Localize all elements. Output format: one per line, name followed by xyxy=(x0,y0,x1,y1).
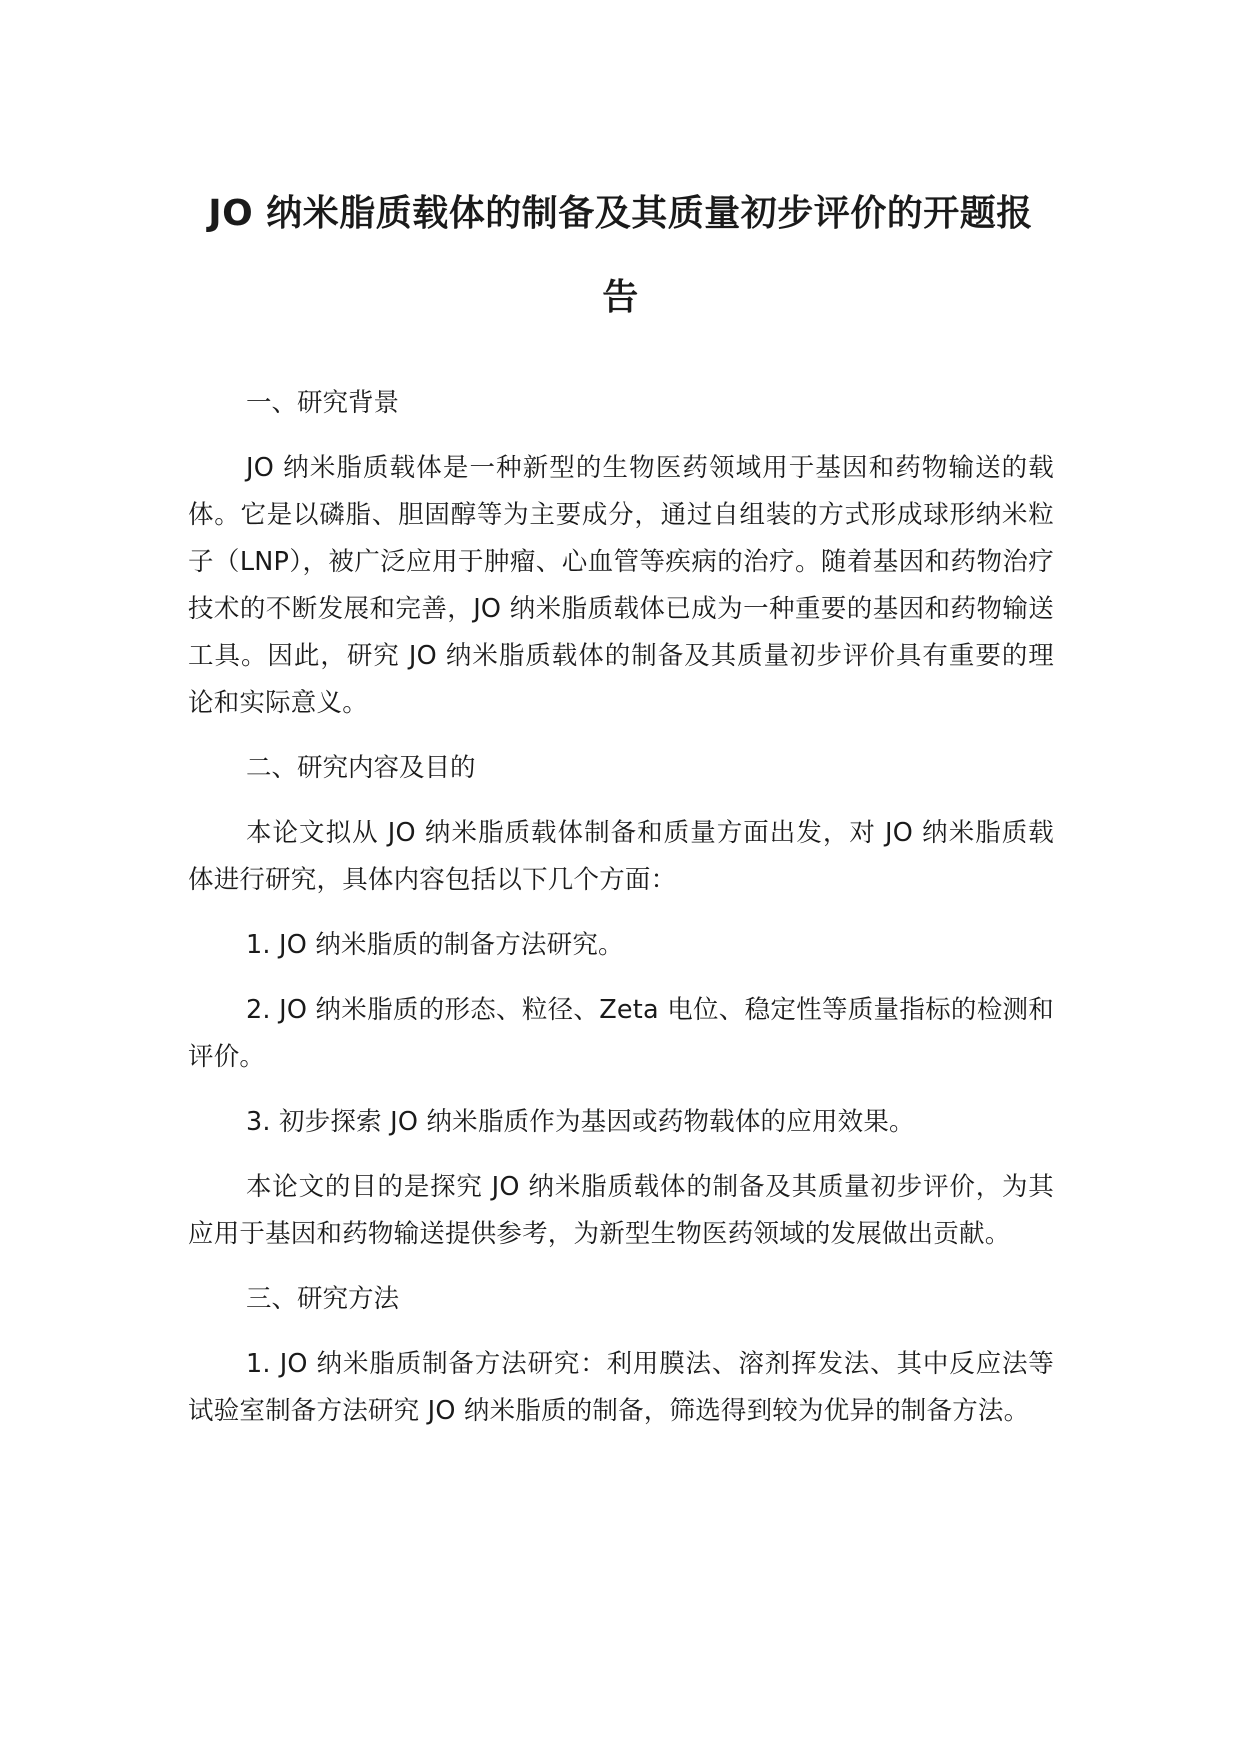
section-background xyxy=(188,380,1054,727)
list-item: 1. JO 纳米脂质的制备方法研究。 xyxy=(246,930,624,960)
section-heading: 一、研究背景 xyxy=(246,388,400,418)
document-body xyxy=(188,380,1054,1453)
list-item: 1. JO 纳米脂质制备方法研究：利用膜法、溶剂挥发法、其中反应法等试验室制备方法研究 JO 纳米脂质的制备，筛选得到较为优异的制备方法。 xyxy=(188,1349,1054,1426)
paragraph: JO 纳米脂质载体是一种新型的生物医药领域用于基因和药物输送的载体。它是以磷脂、胆固醇等为主要成分，通过自组装的方式形成球形纳米粒子（LNP），被广泛应用于肿瘤、心血管等疾病的治疗。随着基因和药物治疗技术的不断发展和完善，JO 纳米脂质载体已成为一种重要的基因和药物输送工具。因此，研究 JO 纳米脂质载体的制备及其质量初步评价具有重要的理论和实际意义。 xyxy=(188,453,1054,718)
document-title: JO 纳米脂质载体的制备及其质量初步评价的开题报告 xyxy=(208,193,1033,318)
paragraph: 本论文拟从 JO 纳米脂质载体制备和质量方面出发，对 JO 纳米脂质载体进行研究，具体内容包括以下几个方面： xyxy=(188,818,1054,895)
list-item: 2. JO 纳米脂质的形态、粒径、Zeta 电位、稳定性等质量指标的检测和评价。 xyxy=(188,995,1054,1072)
paragraph: 本论文的目的是探究 JO 纳米脂质载体的制备及其质量初步评价，为其应用于基因和药物输送提供参考，为新型生物医药领域的发展做出贡献。 xyxy=(188,1172,1054,1249)
section-heading: 二、研究内容及目的 xyxy=(246,753,476,783)
section-heading: 三、研究方法 xyxy=(246,1284,400,1314)
section-methods xyxy=(188,1276,1054,1435)
list-item: 3. 初步探索 JO 纳米脂质作为基因或药物载体的应用效果。 xyxy=(246,1107,915,1137)
section-content-and-purpose xyxy=(188,745,1054,1258)
